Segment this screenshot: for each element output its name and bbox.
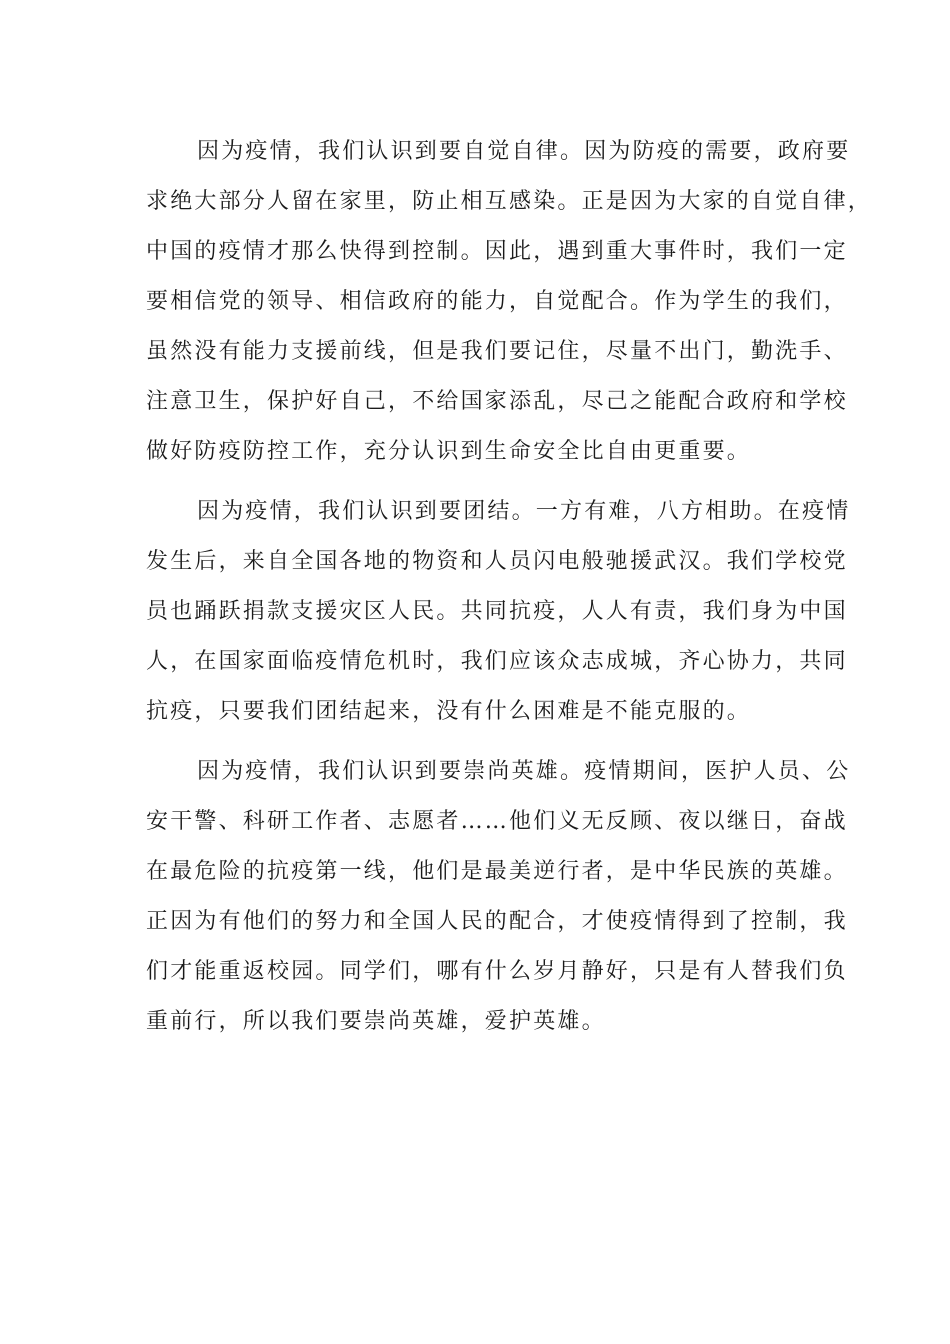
- paragraph-heroes: [146, 747, 851, 1047]
- paragraph-line: 抗疫，只要我们团结起来，没有什么困难是不能克服的。: [146, 699, 752, 724]
- paragraph-line: 因为疫情，我们认识到要团结。一方有难，八方相助。在疫情: [197, 499, 851, 524]
- paragraph-line: 因为疫情，我们认识到要自觉自律。因为防疫的需要，政府要: [197, 139, 851, 164]
- paragraph-self-discipline: [146, 127, 873, 477]
- paragraph-line: 要相信党的领导、相信政府的能力，自觉配合。作为学生的我们，: [146, 289, 848, 314]
- paragraph-unity: [146, 487, 851, 737]
- paragraph-line: 重前行，所以我们要崇尚英雄，爱护英雄。: [146, 1009, 606, 1034]
- paragraph-line: 正因为有他们的努力和全国人民的配合，才使疫情得到了控制，我: [146, 909, 848, 934]
- paragraph-line: 中国的疫情才那么快得到控制。因此，遇到重大事件时，我们一定: [146, 239, 848, 264]
- paragraph-line: 注意卫生，保护好自己，不给国家添乱，尽己之能配合政府和学校: [146, 389, 848, 414]
- paragraph-line: 们才能重返校园。同学们，哪有什么岁月静好，只是有人替我们负: [146, 959, 848, 984]
- paragraph-line: 发生后，来自全国各地的物资和人员闪电般驰援武汉。我们学校党: [146, 549, 848, 574]
- paragraph-line: 员也踊跃捐款支援灾区人民。共同抗疫，人人有责，我们身为中国: [146, 599, 848, 624]
- paragraph-line: 在最危险的抗疫第一线，他们是最美逆行者，是中华民族的英雄。: [146, 859, 848, 884]
- paragraph-line: 因为疫情，我们认识到要崇尚英雄。疫情期间，医护人员、公: [197, 759, 851, 784]
- paragraph-line: 安干警、科研工作者、志愿者……他们义无反顾、夜以继日，奋战: [146, 809, 848, 834]
- paragraph-line: 求绝大部分人留在家里，防止相互感染。正是因为大家的自觉自律，: [146, 189, 873, 214]
- paragraph-line: 虽然没有能力支援前线，但是我们要记住，尽量不出门，勤洗手、: [146, 339, 848, 364]
- paragraph-line: 做好防疫防控工作，充分认识到生命安全比自由更重要。: [146, 439, 752, 464]
- paragraph-line: 人，在国家面临疫情危机时，我们应该众志成城，齐心协力，共同: [146, 649, 848, 674]
